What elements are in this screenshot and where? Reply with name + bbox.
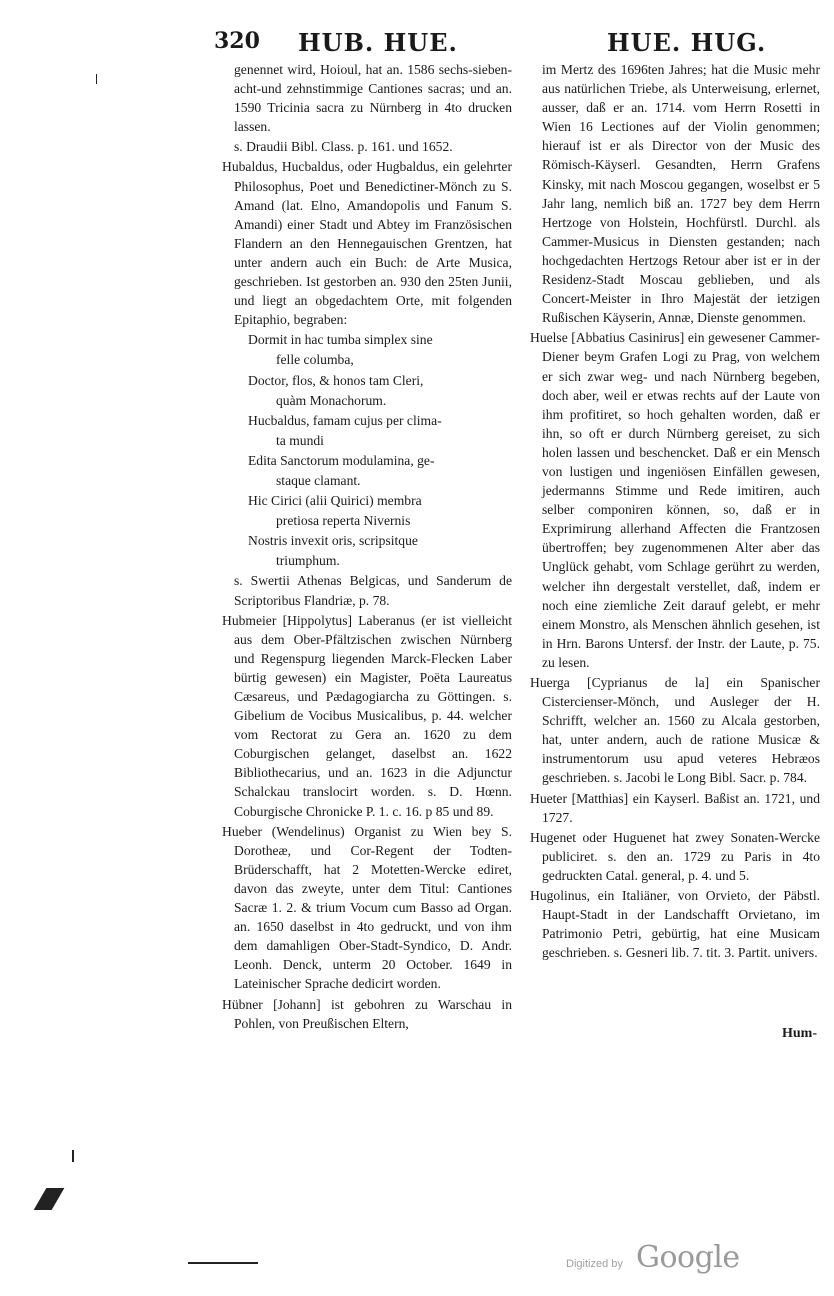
epitaph-line: staque clamant. xyxy=(276,472,361,488)
right-running-head: HUE. HUG. xyxy=(607,28,767,57)
page-header xyxy=(0,18,834,58)
entry-hueber: Hueber (Wendelinus) Organist zu Wien bey S. Dorotheæ, und Cor-Regent der Todten-Brüderschafft, hat 2 Motetten-Wercke ediret, davon das zweyte, unter dem Titul: Cantiones Sacræ 1. 2. & trium Vocum cum Basso ad Organ. an. 1650 daselbst in 4to gedruckt, und von ihm dem damahligen Ober-Stadt-Syndico, D. Andr. Leonh. Denck, unterm 20 October. 1649 in Lateinischer Sprache dedicirt worden. xyxy=(222,823,512,992)
scan-mark xyxy=(72,1150,74,1162)
epitaph-line: pretiosa reperta Nivernis xyxy=(276,513,411,529)
entry-hugolinus: Hugolinus, ein Italiäner, von Orvieto, der Päbstl. Haupt-Stadt in der Landschafft Orvietano, im Patrimonio Petri, gebürtig, hat eine Musicam geschrieben. s. Gesneri lib. 7. tit. 3. Partit. univers. xyxy=(530,888,820,961)
scan-mark xyxy=(96,74,97,84)
entry-hueter: Hueter [Matthias] ein Kayserl. Baßist an. 1721, und 1727. xyxy=(530,790,820,825)
epitaph-line: Nostris invexit oris, scripsitque xyxy=(248,533,418,549)
reference-line: s. Swertii Athenas Belgicas, und Sanderum de Scriptoribus Flandriæ, p. 78. xyxy=(234,573,512,608)
entry-hubmeier: Hubmeier [Hippolytus] Laberanus (er ist vielleicht aus dem Ober-Pfältzischen zwischen Nürnberg und Regenspurg liegenden Marck-Flecken Laber bürtig gewesen) ein Magister, Poëta Laureatus Cæsareus, und Pædagogiarcha zu Göttingen. s. Gibelium de Vocibus Musicalibus, p. 44. welcher vom Rectorat zu Gera an. 1620 zu dem Coburgischen gelanget, daselbst an. 1622 Bibliothecarius, und an. 1623 in die Adjunctur Schalckau translocirt worden. s. D. Hœnn. Coburgische Chronicke P. 1. c. 16. p 85 und 89. xyxy=(222,612,512,819)
epitaph-line: triumphum. xyxy=(276,553,340,569)
entry-huerga: Huerga [Cyprianus de la] ein Spanischer Cistercienser-Mönch, und Ausleger der H. Schrifft, welcher an. 1560 zu Alcala gestorben, hat, unter andern, auch de ratione Musicæ & instrumentorum usu apud veteres Hebræos geschrieben. s. Jacobi le Long Bibl. Sacr. p. 784. xyxy=(530,675,820,786)
left-column xyxy=(222,60,512,1034)
digitized-by-label: Digitized by xyxy=(566,1258,623,1270)
epitaph-line: Edita Sanctorum modulamina, ge- xyxy=(248,452,435,468)
scan-mark xyxy=(34,1188,65,1210)
epitaph-line: Doctor, flos, & honos tam Cleri, xyxy=(248,372,424,388)
right-column xyxy=(530,60,820,963)
epitaph-line: felle columba, xyxy=(276,352,354,368)
left-running-head: HUB. HUE. xyxy=(298,28,458,57)
catchword: Hum- xyxy=(782,1026,817,1041)
epitaph-line: quàm Monachorum. xyxy=(276,392,387,408)
reference-line: s. Draudii Bibl. Class. p. 161. und 1652. xyxy=(234,139,453,155)
epitaph-line: ta mundi xyxy=(276,432,324,448)
entry-hugenet: Hugenet oder Huguenet hat zwey Sonaten-Wercke publiciret. s. den an. 1729 zu Paris in 4to gedruckten Catal. general, p. 4. und 5. xyxy=(530,829,820,883)
entry-huelse: Huelse [Abbatius Casinirus] ein gewesener Cammer-Diener beym Grafen Logi zu Prag, von welchem er sich zwar weg- und nach Nürnberg begeben, doch aber, weil er etwas rechts auf der Laute von ihm profitiret, so hoch gehalten worden, daß er ihn, so oft er durch Nürnberg gereiset, zu sich holen lassen und beschencket. Daß er ein Mensch von lustigen und ingeniösen Einfällen gewesen, jedermanns Stimme und Rede imitiren, auch selber componiren können, so, daß er in Exprimirung allerhand Affecten die Frantzosen übertroffen; bey zugenommenen Alter aber das Unglück gehabt, vom Schlage gerührt zu werden, welcher ihn dergestalt verstellet, daß, indem er noch eine ziemliche Zeit darauf gelebt, er mehr einem Monstro, als Menschen ähnlich gesehen, ist in Hrn. Barons Untersf. der Instr. der Laute, p. 75. zu lesen. xyxy=(530,330,820,670)
entry-continuation: genennet wird, Hoioul, hat an. 1586 sechs-sieben-acht-und zehnstimmige Cantiones sacras; und an. 1590 Tricinia sacra zu Nürnberg in 4to drucken lassen. xyxy=(234,62,512,135)
entry-hubaldus: Hubaldus, Hucbaldus, oder Hugbaldus, ein gelehrter Philosophus, Poet und Benedictiner-Mönch zu S. Amand (lat. Elno, Amandopolis und Fanum S. Amandi) einer Stadt und Abtey im Französischen Flandern an den Hennegauischen Grentzen, hat unter andern auch ein Buch: de Arte Musica, geschrieben. Ist gestorben an. 930 den 25ten Junii, und liegt an obgedachtem Orte, mit folgenden Epitaphio, begraben: xyxy=(222,159,512,328)
epitaph-line: Hic Cirici (alii Quirici) membra xyxy=(248,493,422,509)
entry-huebner: Hübner [Johann] ist gebohren zu Warschau in Pohlen, von Preußischen Eltern, xyxy=(222,996,512,1031)
entry-continuation: im Mertz des 1696ten Jahres; hat die Music mehr aus natürlichen Triebe, als Unterweisung, erlernet, ausser, daß er an. 1714. vom Herrn Rosetti in Wien 16 Lectiones auf der Violin genommen; hierauf ist er als Director von der Music des Römisch-Käyserl. Gesandten, Herrn Grafens Kinsky, mit nach Moscou gegangen, woselbst er 5 Jahr lang, nemlich biß an. 1727 bey dem Herrn Hertzoge von Holstein, Hochfürstl. Durchl. als Cammer-Musicus in Diensten gestanden; nach hochgedachten Hertzogs Retour aber ist er in der Residenz-Stadt Moscau geblieben, und als Concert-Meister in Ihro Majestät der ietzigen Rußischen Käyserin, Annæ, Dienste genommen. xyxy=(542,62,820,326)
page-number: 320 xyxy=(214,28,260,54)
digitization-footer xyxy=(566,1240,746,1280)
google-logo: Google xyxy=(636,1240,740,1275)
epitaph-line: Dormit in hac tumba simplex sine xyxy=(248,332,433,348)
scan-mark xyxy=(188,1262,258,1264)
epitaph-line: Hucbaldus, famam cujus per clima- xyxy=(248,412,442,428)
